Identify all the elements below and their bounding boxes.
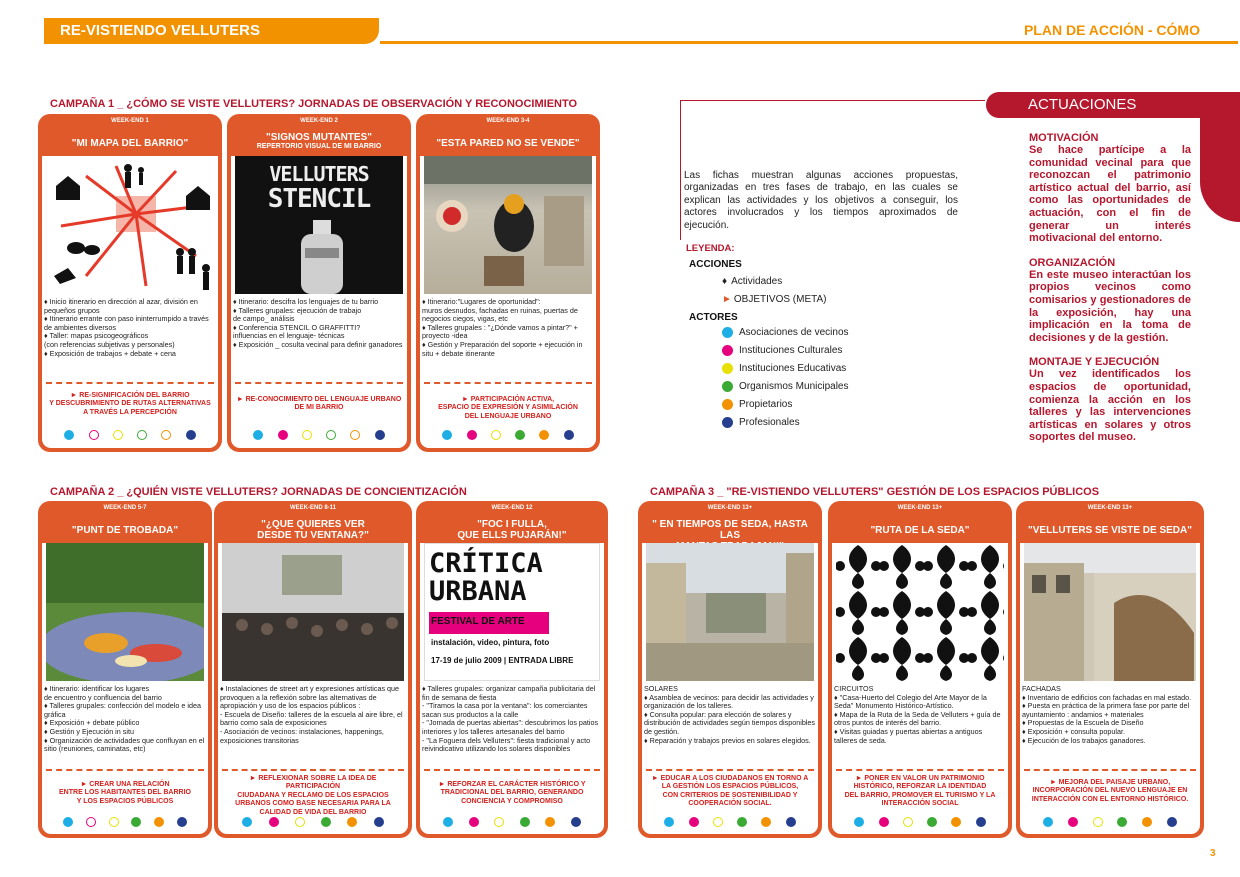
actor-dot — [927, 817, 937, 827]
card-body: ♦ Itinerario:"Lugares de oportunidad": muros desnudos, fachadas en ruinas, puertas de negocios ciegos, vigas, etc ♦ Talleres grupales : "¿Dónde vamos a pintar?" + proyecto -idea ♦ Gestión y Preparación del soporte + ejecución in situ + debate itinerante — [422, 297, 583, 358]
poster-line1: VELLUTERS — [269, 162, 369, 186]
card-esta-pared — [416, 114, 600, 452]
poster-line5: 17-19 de julio 2009 | ENTRADA LIBRE — [431, 656, 574, 665]
card-ruta-de-la-seda — [828, 501, 1012, 838]
card-body: CIRCUITOS ♦ "Casa-Huerto del Colegio del Arte Mayor de la Seda" Monumento Histórico-Artístico. ♦ Mapa de la Ruta de la Seda de Velluters + guía de otros puntos de interés del barrio. ♦ Visitas guiadas y puertas abiertas a antiguos talleres de seda. — [834, 684, 1001, 745]
section-text-montaje: Un vez identificados los espacios de oportunidad, comienza la acción en los talleres y las intervenciones artísticas en solares y otros soportes del museo. — [1029, 368, 1191, 444]
actor-dot — [295, 817, 305, 827]
intro-text: Las fichas muestran algunas acciones propuestas, organizadas en tres fases de trabajo, en las cuales se explican las actividades y los objetivos a conseguir, los actores involucrados y los tiempos aproximados de ejecución. — [684, 170, 958, 231]
actuaciones-sections — [1029, 132, 1197, 444]
card-title: "¿QUE QUIERES VER DESDE TU VENTANA?" — [257, 519, 369, 541]
card-title-wrap — [231, 132, 407, 151]
actor-dot — [302, 430, 312, 440]
actor-dot — [689, 817, 699, 827]
actor-color-dot — [722, 417, 733, 428]
card-velluters-se-viste — [1016, 501, 1204, 838]
page-number: 3 — [1210, 848, 1216, 859]
poster-line2: URBANA — [429, 576, 527, 607]
actor-dot — [177, 817, 187, 827]
card-mi-mapa — [38, 114, 222, 452]
poster-line1: CRÍTICA — [429, 548, 543, 579]
card-title: "RUTA DE LA SEDA" — [870, 525, 970, 536]
card-week: WEEK-END 5-7 — [103, 505, 147, 511]
card-divider — [235, 382, 403, 384]
card-title: "VELLUTERS SE VISTE DE SEDA" — [1028, 525, 1192, 536]
card-body: ♦ Talleres grupales: organizar campaña publicitaria del fin de semana de fiesta - "Tiramos la casa por la ventana": los comerciantes sacan sus productos a la calle - "Jornada de puertas abiertas": descubrimos los patios interiores y los talleres artesanales del barrio - "La Foguera dels Velluters": fiesta tradicional y acto reivindicativo utilizando los solares disponibles — [422, 684, 599, 754]
actor-dot — [86, 817, 96, 827]
card-week: WEEK-END 12 — [491, 505, 533, 511]
card-title: "MI MAPA DEL BARRIO" — [71, 138, 189, 149]
triangle-arrow-icon: ► — [722, 294, 732, 305]
actor-dot — [63, 817, 73, 827]
card-divider — [836, 769, 1004, 771]
actor-dot — [64, 430, 74, 440]
legend-objetivos — [722, 294, 827, 305]
legend-actor-item — [722, 327, 849, 338]
section-text-motivacion: Se hace partícipe a la comunidad vecinal para que reconozcan el patrimonio artístico actual del barrio, así como las oportunidades de actuación, con el fin de generar un interés motivacional del entorno. — [1029, 144, 1191, 245]
actor-dot — [321, 817, 331, 827]
actor-dot — [1117, 817, 1127, 827]
card-week: WEEK-END 2 — [300, 118, 338, 124]
legend-actor-item — [722, 381, 849, 392]
poster-line3: FESTIVAL DE ARTE — [431, 616, 525, 627]
actor-dot — [137, 430, 147, 440]
card-actor-dots — [218, 817, 408, 827]
actor-dot — [520, 817, 530, 827]
legend-objetivos-label: OBJETIVOS (META) — [733, 294, 827, 305]
actor-dot — [374, 817, 384, 827]
card-title: "PUNT DE TROBADA" — [71, 525, 179, 536]
actor-dot — [761, 817, 771, 827]
actor-dot — [326, 430, 336, 440]
actor-dot — [976, 817, 986, 827]
mural-photo-image — [424, 156, 592, 294]
campaign-2-title: CAMPAÑA 2 _ ¿QUIÉN VISTE VELLUTERS? JORNADAS DE CONCIENTIZACIÓN — [50, 486, 467, 498]
legend-actor-item — [722, 399, 849, 410]
card-title: "FOC I FULLA, QUE ELLS PUJARÁN!" — [457, 519, 567, 541]
legend-actores-list — [722, 327, 849, 435]
actor-dot — [494, 817, 504, 827]
card-body: ♦ Itinerario: descifra los lenguajes de tu barrio ♦ Talleres grupales: ejecución de trabajo de campo_ análisis ♦ Conferencia STENCIL O GRAFFITTI? influencias en el lenguaje- técnicas ♦ Exposición _ cosulta vecinal para definir ganadores — [233, 297, 403, 349]
critica-urbana-poster-image — [424, 543, 600, 681]
diamond-icon: ♦ — [722, 276, 728, 287]
legend-actividades-label: Actividades — [731, 276, 783, 287]
section-text-organizacion: En este museo interactúan los propios vecinos como comisarios y gestionadores de la exposición, hay una implicación en la toma de decisiones y de la gestión. — [1029, 268, 1191, 344]
plaza-painting-photo-image — [46, 543, 204, 681]
card-divider — [46, 769, 204, 771]
solar-workshop-photo-image — [646, 543, 814, 681]
legend-actor-label: Propietarios — [739, 399, 793, 410]
card-subtitle: REPERTORIO VISUAL DE MI BARRIO — [256, 143, 382, 150]
legend-actividades — [722, 276, 782, 287]
actor-dot — [131, 817, 141, 827]
actor-color-dot — [722, 381, 733, 392]
actor-dot — [951, 817, 961, 827]
actor-dot — [443, 817, 453, 827]
card-title: "SIGNOS MUTANTES" — [266, 132, 372, 143]
actor-dot — [491, 430, 501, 440]
legend-actor-label: Instituciones Educativas — [739, 363, 847, 374]
actor-dot — [442, 430, 452, 440]
actor-dot — [1093, 817, 1103, 827]
actor-dot — [278, 430, 288, 440]
actor-dot — [161, 430, 171, 440]
actor-dot — [467, 430, 477, 440]
card-objective: ► REFORZAR EL CARÁCTER HISTÓRICO Y TRADICIONAL DEL BARRIO, GENERANDO CONCIENCIA Y COMPROMISO — [438, 781, 586, 805]
actor-color-dot — [722, 327, 733, 338]
section-heading-motivacion: MOTIVACIÓN — [1029, 132, 1099, 144]
card-que-quieres-ver — [214, 501, 412, 838]
actor-dot — [469, 817, 479, 827]
actor-dot — [269, 817, 279, 827]
legend-actor-item — [722, 363, 849, 374]
card-objective: ► RE-CONOCIMIENTO DEL LENGUAJE URBANO DE MI BARRIO — [236, 396, 402, 412]
legend-actor-label: Instituciones Culturales — [739, 345, 843, 356]
card-objective: ► EDUCAR A LOS CIUDADANOS EN TORNO A LA GESTIÓN LOS ESPACIOS PÚBLICOS, CON CRITERIOS DE SOSTENIBILIDAD Y COOPERACIÓN SOCIAL. — [651, 775, 809, 808]
actor-dot — [571, 817, 581, 827]
card-actor-dots — [42, 430, 218, 440]
actor-dot — [737, 817, 747, 827]
legend-actor-item — [722, 345, 849, 356]
actor-dot — [375, 430, 385, 440]
header-right-title: PLAN DE ACCIÓN - CÓMO — [1023, 22, 1200, 38]
actor-dot — [1068, 817, 1078, 827]
actor-dot — [154, 817, 164, 827]
card-objective: ► PONER EN VALOR UN PATRIMONIO HISTÓRICO, REFORZAR LA IDENTIDAD DEL BARRIO, PROMOVER EL TURISMO Y LA INTERACCIÓN SOCIAL — [844, 775, 996, 808]
actor-color-dot — [722, 363, 733, 374]
psychogeographic-map-image — [46, 156, 214, 294]
card-foc-i-fulla — [416, 501, 608, 838]
actor-dot — [564, 430, 574, 440]
actor-dot — [1142, 817, 1152, 827]
section-heading-organizacion: ORGANIZACIÓN — [1029, 256, 1116, 269]
card-title: "ESTA PARED NO SE VENDE" — [436, 138, 580, 149]
card-title: " EN TIEMPOS DE SEDA, HASTA LAS — [652, 519, 808, 541]
card-objective: ► PARTICIPACIÓN ACTIVA, ESPACIO DE EXPRESIÓN Y ASIMILACIÓN DEL LENGUAJE URBANO — [438, 396, 578, 420]
poster-line2: STENCIL — [267, 184, 371, 214]
card-week: WEEK-END 1 — [111, 118, 149, 124]
legend-actor-label: Profesionales — [739, 417, 800, 428]
legend-title: LEYENDA: — [686, 243, 735, 254]
card-week: WEEK-END 13+ — [897, 505, 943, 511]
card-actor-dots — [642, 817, 818, 827]
card-actor-dots — [231, 430, 407, 440]
card-actor-dots — [420, 817, 604, 827]
facade-photo-image — [1024, 543, 1196, 681]
legend-actores-title: ACTORES — [689, 312, 738, 323]
card-objective: ► MEJORA DEL PAISAJE URBANO, INCORPORACIÓN DEL NUEVO LENGUAJE EN INTERACCIÓN CON EL ENTORNO HISTÓRICO. — [1031, 779, 1189, 803]
card-body: ♦ Itinerario: identificar los lugares de encuentro y confluencia del barrio ♦ Talleres grupales: confección del modelo e idea gráfica ♦ Exposición + debate público ♦ Gestión y Ejecución in situ ♦ Organización de actividades que confluyan en el sitio (reuniones, caminatas, etc) — [44, 684, 205, 754]
actor-dot — [253, 430, 263, 440]
card-signos-mutantes — [227, 114, 411, 452]
card-divider — [46, 382, 214, 384]
actor-dot — [350, 430, 360, 440]
actor-dot — [545, 817, 555, 827]
card-objective: ► REFLEXIONAR SOBRE LA IDEA DE PARTICIPACIÓN CIUDADANA Y RECLAMO DE LOS ESPACIOS URBANOS COMO BASE NECESARIA PARA LA CALIDAD DE VIDA DEL BARRIO — [235, 775, 391, 816]
actor-color-dot — [722, 399, 733, 410]
card-actor-dots — [42, 817, 208, 827]
actor-dot — [713, 817, 723, 827]
legend-actor-item — [722, 417, 849, 428]
card-body: ♦ Inicio itinerario en dirección al azar, división en pequeños grupos ♦ Itinerario errante con paso ininterrumpido a través de ambientes diversos ♦ Taller: mapas psicogeográficos (con referencias subjetivas y personales) ♦ Exposición de trabajos + debate + cena — [44, 297, 209, 358]
card-divider — [1024, 769, 1196, 771]
crowd-installation-photo-image — [222, 543, 404, 681]
actor-dot — [242, 817, 252, 827]
section-heading-montaje: MONTAJE Y EJECUCIÓN — [1029, 356, 1160, 369]
actor-dot — [515, 430, 525, 440]
legend-acciones-title: ACCIONES — [689, 259, 742, 270]
actuaciones-title: ACTUACIONES — [986, 92, 1240, 118]
card-divider — [646, 769, 814, 771]
stencil-poster-image — [235, 156, 403, 294]
legend-actor-label: Asociaciones de vecinos — [739, 327, 849, 338]
header-left-title: RE-VISTIENDO VELLUTERS — [44, 18, 379, 44]
actor-dot — [786, 817, 796, 827]
actor-dot — [109, 817, 119, 827]
card-actor-dots — [1020, 817, 1200, 827]
campaign-1-title: CAMPAÑA 1 _ ¿CÓMO SE VISTE VELLUTERS? JORNADAS DE OBSERVACIÓN Y RECONOCIMIENTO — [50, 98, 578, 110]
legend-actor-label: Organismos Municipales — [739, 381, 849, 392]
card-divider — [424, 382, 592, 384]
actor-dot — [539, 430, 549, 440]
card-week: WEEK-END 3-4 — [486, 118, 530, 124]
card-objective: ► RE-SIGNIFICACIÓN DEL BARRIO Y DESCUBRIMIENTO DE RUTAS ALTERNATIVAS A TRAVÉS LA PERCEPCIÓN — [49, 392, 211, 416]
card-actor-dots — [832, 817, 1008, 827]
actor-dot — [113, 430, 123, 440]
card-objective: ► CREAR UNA RELACIÓN ENTRE LOS HABITANTES DEL BARRIO Y LOS ESPACIOS PÚBLICOS — [59, 781, 191, 805]
poster-line4: instalación, video, pintura, foto — [431, 638, 550, 647]
card-week: WEEK-END 13+ — [1087, 505, 1133, 511]
actor-dot — [186, 430, 196, 440]
card-week: WEEK-END 13+ — [707, 505, 753, 511]
actor-dot — [1043, 817, 1053, 827]
damask-pattern-image — [836, 543, 1004, 681]
card-punt-de-trobada — [38, 501, 212, 838]
card-actor-dots — [420, 430, 596, 440]
card-body: SOLARES ♦ Asamblea de vecinos: para decidir las actividades y organización de los talleres. ♦ Consulta popular: para elección de solares y distribución de actividades según tiempos disponibles de gestión. ♦ Reparación y trabajos previos en solares elegidos. — [644, 684, 816, 745]
actor-dot — [664, 817, 674, 827]
actor-color-dot — [722, 345, 733, 356]
actor-dot — [1167, 817, 1177, 827]
campaign-3-title: CAMPAÑA 3 _ "RE-VISTIENDO VELLUTERS" GESTIÓN DE LOS ESPACIOS PÚBLICOS — [650, 486, 1100, 498]
card-tiempos-de-seda — [638, 501, 822, 838]
card-week: WEEK-END 8-11 — [289, 505, 336, 511]
card-body: FACHADAS ♦ Inventario de edificios con fachadas en mal estado. ♦ Puesta en práctica de la primera fase por parte del ayuntamiento : andamios + materiales ♦ Propuestas de la Escuela de Diseño ♦ Exposición + consulta popular. ♦ Ejecución de los trabajos ganadores. — [1022, 684, 1192, 745]
card-body: ♦ Instalaciones de street art y expresiones artísticas que provoquen a la reflexión sobre las alternativas de apropiación y uso de los espacios públicos : - Escuela de Diseño: talleres de la escuela al aire libre, el barrio como sala de exposiciones - Asociación de vecinos: instalaciones, happenings, exposiciones transitorias — [220, 684, 403, 745]
card-divider — [222, 769, 404, 771]
actor-dot — [347, 817, 357, 827]
card-divider — [424, 769, 600, 771]
header-rule — [380, 41, 1238, 44]
actor-dot — [89, 430, 99, 440]
actor-dot — [903, 817, 913, 827]
actor-dot — [854, 817, 864, 827]
actor-dot — [879, 817, 889, 827]
